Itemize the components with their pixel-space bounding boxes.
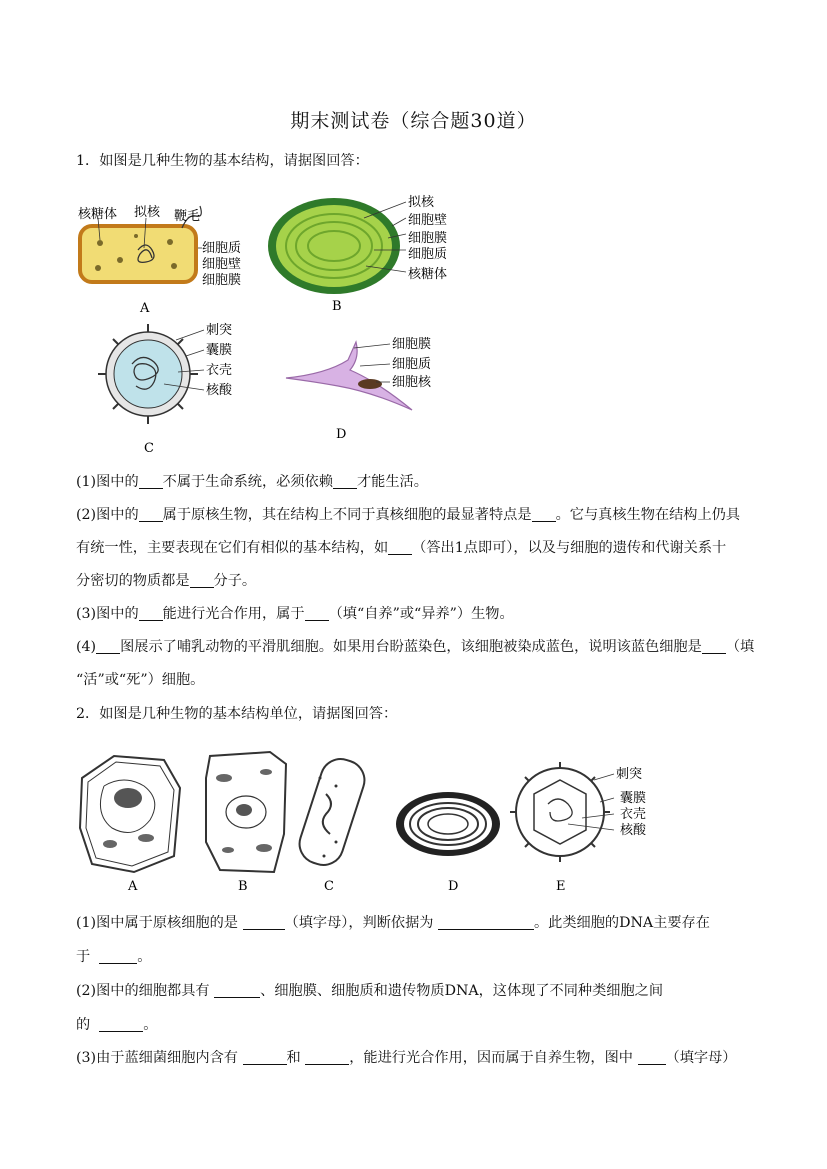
figure-e-label: 囊膜 [620, 791, 647, 806]
figure-d-label: 细胞核 [392, 375, 432, 390]
figure-d-cyanobacterium [396, 792, 500, 894]
page-title: 期末测试卷（综合题30道） [290, 110, 537, 132]
figure-a-label: 鞭毛 [174, 209, 201, 224]
figure-b-label: 细胞质 [408, 247, 448, 262]
figure-a-plant-cell [80, 756, 180, 894]
figure-d-letter: D [336, 427, 347, 442]
figure-a-bacterium [78, 204, 241, 316]
question-1-figure [74, 188, 474, 458]
q2-letter: A [128, 879, 138, 894]
q2-letter: C [324, 879, 334, 894]
q1-part-4-line-1: (4) 图展示了哺乳动物的平滑肌细胞。如果用台盼蓝染色，该细胞被染成蓝色，说明该蓝色细胞是 （填 [76, 639, 755, 655]
figure-d-label: 细胞膜 [392, 337, 432, 352]
q2-part-1-line-1: (1)图中属于原核细胞的是 （填字母），判断依据为 。此类细胞的DNA主要存在 [76, 915, 710, 931]
figure-b-cyanobacterium [268, 194, 447, 314]
figure-b-animal-cell [206, 752, 286, 894]
question-2-figure [74, 738, 674, 898]
q1-part-2-line-3: 分密切的物质都是 分子。 [76, 573, 257, 589]
q1-part-2-line-1: (2)图中的 属于原核生物，其在结构上不同于真核细胞的最显著特点是 。它与真核生物在结构上仍具 [76, 507, 741, 523]
q2-part-3: (3)由于蓝细菌细胞内含有 和 ，能进行光合作用，因而属于自养生物，图中 （填字母） [76, 1050, 737, 1066]
q2-letter: D [448, 879, 459, 894]
q1-part-1: (1)图中的 不属于生命系统，必须依赖 才能生活。 [76, 474, 428, 490]
figure-b-label: 细胞壁 [408, 213, 448, 228]
figure-c-letter: C [144, 441, 154, 456]
q1-part-4-line-2: “活”或“死”）细胞。 [76, 672, 205, 688]
figure-d-label: 细胞质 [392, 357, 432, 372]
question-2-stem: 2．如图是几种生物的基本结构单位，请据图回答： [76, 706, 398, 722]
figure-b-label: 拟核 [408, 195, 435, 210]
figure-e-label: 刺突 [616, 767, 643, 782]
figure-e-label: 衣壳 [620, 807, 647, 822]
figure-e-virus [510, 762, 647, 894]
figure-c-label: 刺突 [206, 323, 233, 338]
figure-a-label: 细胞壁 [202, 257, 242, 272]
figure-a-label: 细胞质 [202, 241, 242, 256]
question-1-stem: 1．如图是几种生物的基本结构，请据图回答： [76, 153, 369, 169]
figure-c-virus [98, 322, 233, 456]
figure-b-label: 核糖体 [408, 267, 448, 282]
figure-a-letter: A [140, 301, 150, 316]
figure-c-rod-bacterium [294, 754, 369, 894]
figure-a-label: 细胞膜 [202, 273, 242, 288]
q2-part-2-line-2: 的 。 [76, 1017, 158, 1033]
figure-b-letter: B [332, 299, 342, 314]
figure-c-label: 衣壳 [206, 363, 233, 378]
q1-part-2-line-2: 有统一性，主要表现在它们有相似的基本结构，如 （答出1点即可），以及与细胞的遗传和代谢关系十 [76, 540, 727, 556]
q2-part-1-line-2: 于 。 [76, 949, 152, 965]
figure-e-label: 核酸 [620, 823, 647, 838]
figure-a-label: 拟核 [134, 205, 161, 220]
q2-letter: B [238, 879, 248, 894]
figure-d-smooth-muscle-cell [286, 337, 432, 442]
figure-c-label: 囊膜 [206, 343, 233, 358]
q1-part-3: (3)图中的 能进行光合作用，属于 （填“自养”或“异养”）生物。 [76, 606, 514, 622]
q2-letter: E [556, 879, 566, 894]
figure-c-label: 核酸 [206, 383, 233, 398]
q2-part-2-line-1: (2)图中的细胞都具有 、细胞膜、细胞质和遗传物质DNA，这体现了不同种类细胞之间 [76, 983, 664, 999]
figure-b-label: 细胞膜 [408, 231, 448, 246]
figure-a-label: 核糖体 [78, 207, 118, 222]
